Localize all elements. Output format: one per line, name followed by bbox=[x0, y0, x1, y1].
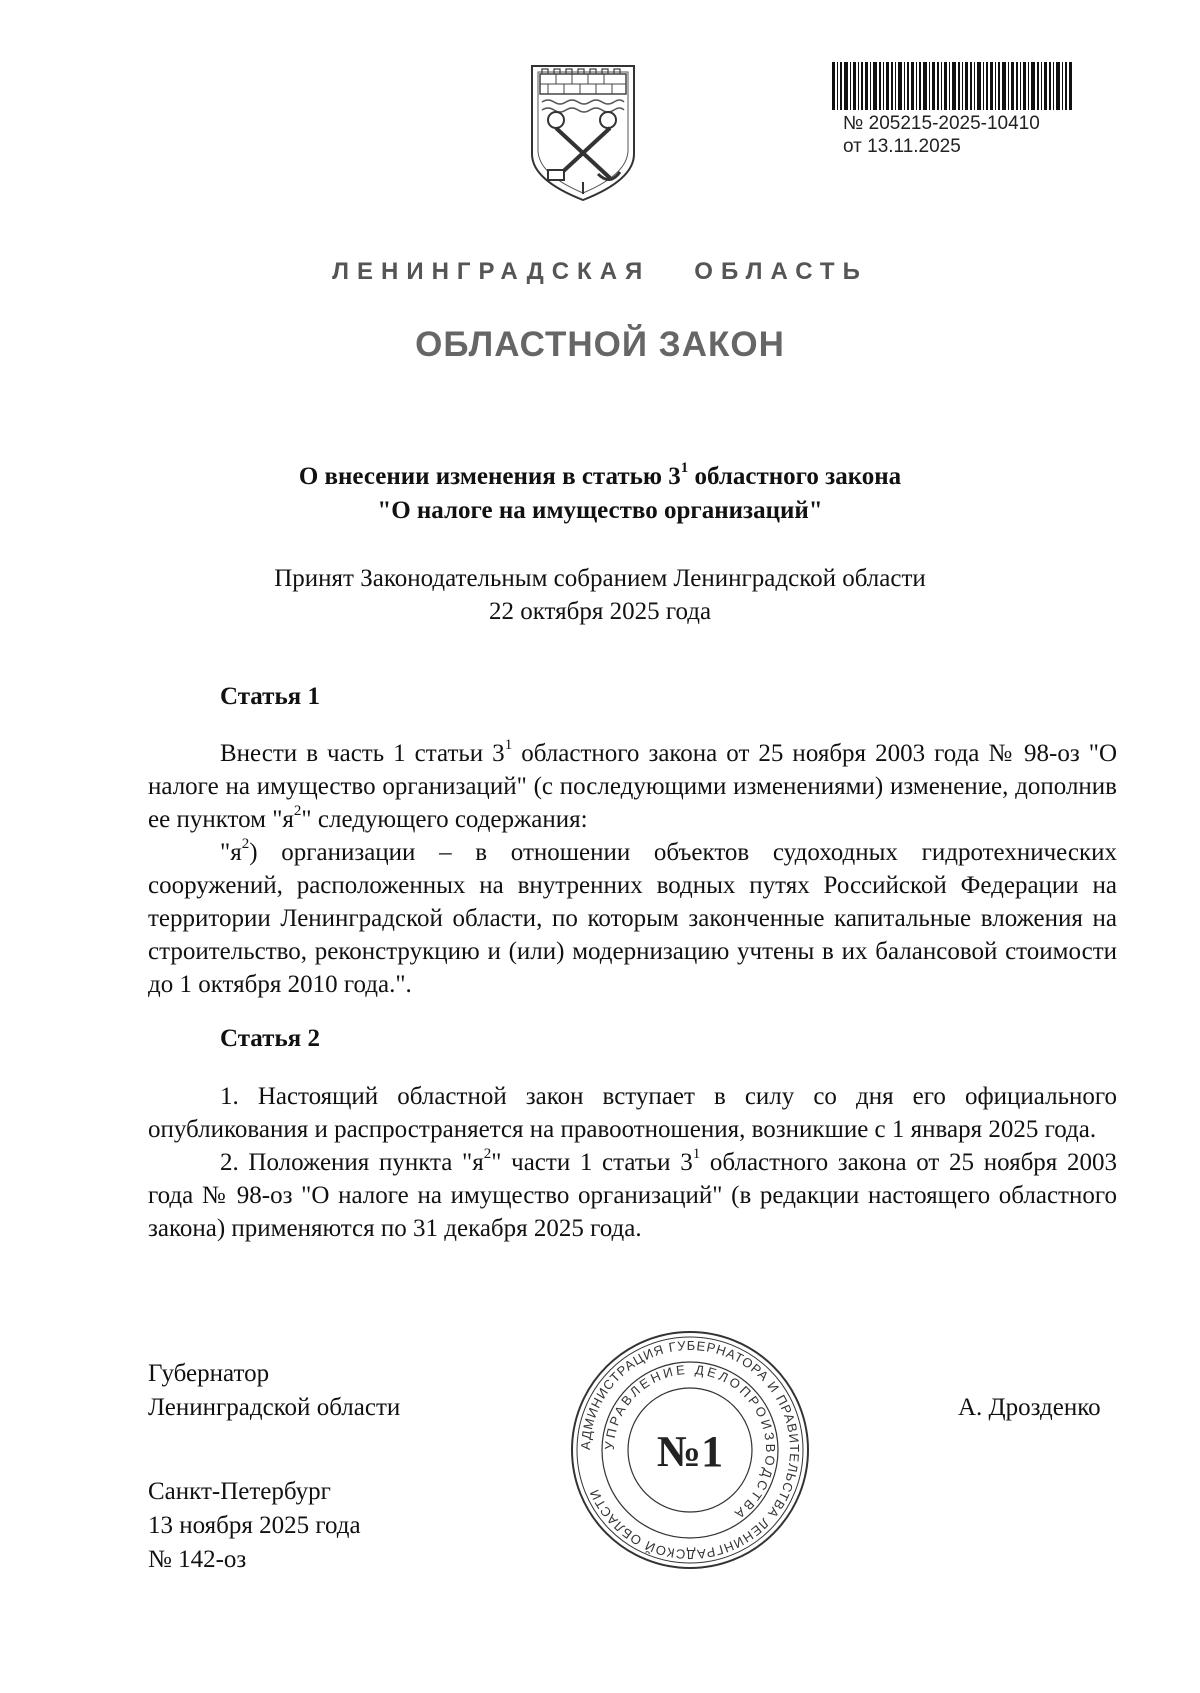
article-1-paragraph-2: "$я^2$) организации – в отношении объектов судоходных гидротехнических сооружений, расположенных на внутренних водных путях Российской Федерации на территории Ленинградской области, по которым законченные капитальные вложения на строительство, реконструкцию и (или) модернизацию учтены в их балансовой стоимости до 1 октября 2010 года.". bbox=[148, 835, 1117, 998]
issue-place-block bbox=[148, 1475, 361, 1577]
barcode-icon bbox=[832, 62, 1074, 110]
law-title-line2: "О налоге на имущество организаций" bbox=[377, 497, 823, 524]
adoption-line1: Принят Законодательным собранием Ленинградской области bbox=[274, 565, 926, 592]
stamp-center-text: №1 bbox=[656, 1427, 724, 1476]
article-1-body bbox=[148, 737, 1117, 1001]
adoption-date: 22 октября 2025 года bbox=[488, 598, 712, 625]
registration-number: № 205215-2025-10410 bbox=[843, 113, 1040, 134]
article-2-heading: Статья 2 bbox=[220, 1025, 320, 1052]
law-title bbox=[0, 460, 1200, 528]
official-stamp bbox=[568, 1328, 812, 1572]
signatory-position-line2: Ленинградской области bbox=[148, 1394, 401, 1421]
stamp-inner-text: УПРАВЛЕНИЕ ДЕЛОПРОИЗВОДСТВА bbox=[601, 1361, 779, 1524]
adoption-note bbox=[0, 562, 1200, 628]
article-1-paragraph-1: Внести в часть 1 статьи $3^1$ областного закона от 25 ноября 2003 года № 98-оз "О налоге на имущество организаций" (с последующими изменениями) изменение, дополнив ее пунктом "$я^2$" следующего содержания: bbox=[148, 736, 1117, 833]
signatory-position-line1: Губернатор bbox=[148, 1360, 270, 1387]
issue-city: Санкт-Петербург bbox=[148, 1478, 331, 1505]
law-type-heading: ОБЛАСТНОЙ ЗАКОН bbox=[415, 325, 785, 364]
stamp-outer-text: АДМИНИСТРАЦИЯ ГУБЕРНАТОРА И ПРАВИТЕЛЬСТВА ЛЕНИНГРАДСКОЙ ОБЛАСТИ bbox=[577, 1337, 803, 1563]
registration-date: от 13.11.2025 bbox=[843, 136, 961, 157]
article-2-paragraph-1: 1. Настоящий областной закон вступает в силу со дня его официального опубликования и распространяется на правоотношения, возникшие с 1 января 2025 года. bbox=[148, 1083, 1117, 1143]
law-title-line1: О внесении изменения в статью $3^1$ областного закона bbox=[298, 459, 902, 490]
region-heading: ЛЕНИНГРАДСКАЯ ОБЛАСТЬ bbox=[332, 258, 868, 285]
issue-date: 13 ноября 2025 года bbox=[148, 1512, 361, 1539]
registration-block bbox=[843, 112, 1040, 158]
article-2-paragraph-2: 2. Положения пункта "$я^2$" части 1 статьи $3^1$ областного закона от 25 ноября 2003 года № 98-оз "О налоге на имущество организаций" (в редакции настоящего областного закона) применяются по 31 декабря 2025 года. bbox=[148, 1145, 1117, 1242]
signatory-name: А. Дрозденко bbox=[958, 1394, 1101, 1421]
signatory-position bbox=[148, 1357, 400, 1425]
article-1-heading: Статья 1 bbox=[220, 683, 320, 710]
article-2-body bbox=[148, 1080, 1117, 1245]
coat-of-arms-icon bbox=[528, 62, 638, 204]
law-number: № 142-оз bbox=[148, 1546, 247, 1573]
